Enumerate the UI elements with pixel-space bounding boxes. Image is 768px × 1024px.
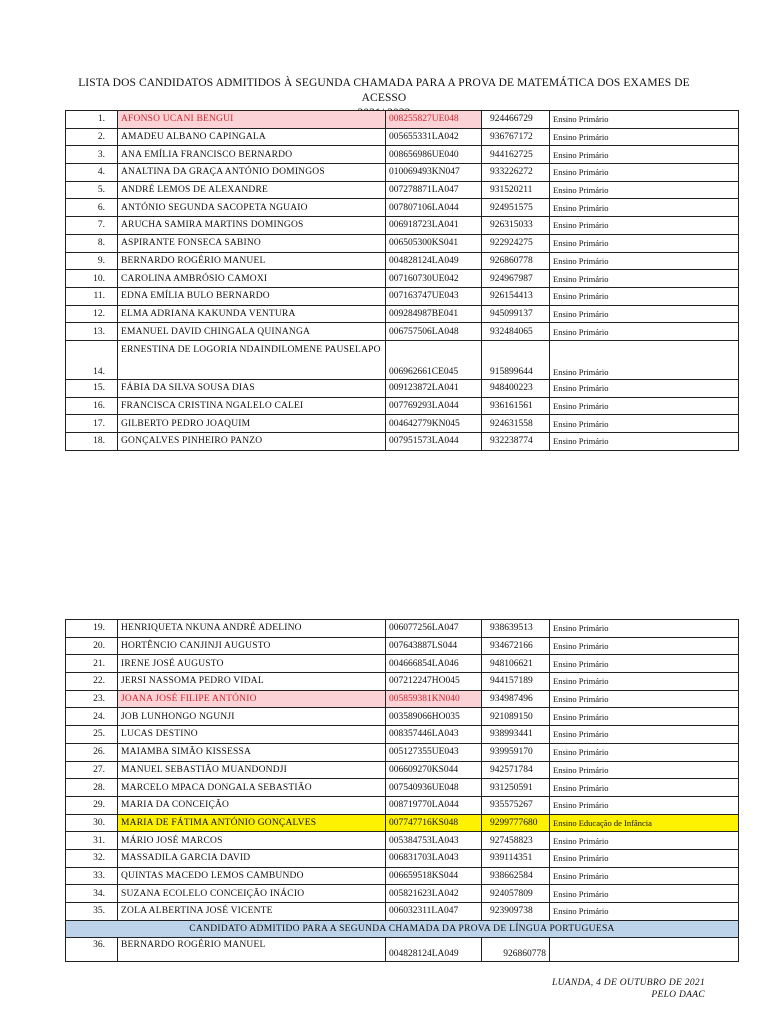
candidate-id: 004828124LA049 bbox=[386, 252, 482, 270]
candidate-name: FRANCISCA CRISTINA NGALELO CALEI bbox=[118, 397, 386, 415]
candidate-name: AMADEU ALBANO CAPINGALA bbox=[118, 128, 386, 146]
candidate-id: 007643887LS044 bbox=[386, 637, 482, 655]
table-row bbox=[66, 903, 739, 921]
candidate-level: Ensino Primário bbox=[550, 690, 739, 708]
candidate-id: 006962661CE045 bbox=[386, 340, 482, 379]
candidate-level: Ensino Primário bbox=[550, 620, 739, 638]
candidate-id: 006659518KS044 bbox=[386, 867, 482, 885]
candidate-phone: 945099137 bbox=[482, 305, 550, 323]
row-number: 22. bbox=[66, 673, 118, 691]
candidate-name: ASPIRANTE FONSECA SABINO bbox=[118, 234, 386, 252]
row-number: 11. bbox=[66, 287, 118, 305]
candidate-phone: 932484065 bbox=[482, 323, 550, 341]
table-row bbox=[66, 743, 739, 761]
candidate-phone: 926860778 bbox=[482, 252, 550, 270]
candidate-name: ANTÓNIO SEGUNDA SACOPETA NGUAIO bbox=[118, 199, 386, 217]
candidate-phone: 933226272 bbox=[482, 164, 550, 182]
row-number: 23. bbox=[66, 690, 118, 708]
table-row bbox=[66, 673, 739, 691]
candidate-level: Ensino Primário bbox=[550, 270, 739, 288]
candidate-level: Ensino Primário bbox=[550, 379, 739, 397]
row-number: 20. bbox=[66, 637, 118, 655]
candidate-level: Ensino Primário bbox=[550, 199, 739, 217]
candidate-id: 006918723LA041 bbox=[386, 217, 482, 235]
candidate-id: 003589066HO035 bbox=[386, 708, 482, 726]
candidate-level: Ensino Primário bbox=[550, 323, 739, 341]
candidate-level: Ensino Primário bbox=[550, 287, 739, 305]
candidate-phone: 934672166 bbox=[482, 637, 550, 655]
candidate-phone: 936161561 bbox=[482, 397, 550, 415]
table-row bbox=[66, 726, 739, 744]
candidate-phone: 923909738 bbox=[482, 903, 550, 921]
candidates-table-1 bbox=[65, 110, 739, 451]
candidate-id: 006077256LA047 bbox=[386, 620, 482, 638]
table-row bbox=[66, 199, 739, 217]
candidate-level: Ensino Primário bbox=[550, 340, 739, 379]
candidate-name: ANDRÉ LEMOS DE ALEXANDRE bbox=[118, 181, 386, 199]
row-number: 21. bbox=[66, 655, 118, 673]
candidate-level: Ensino Primário bbox=[550, 708, 739, 726]
candidate-phone: 924631558 bbox=[482, 415, 550, 433]
table-row bbox=[66, 761, 739, 779]
candidate-id: 007278871LA047 bbox=[386, 181, 482, 199]
table-row bbox=[66, 397, 739, 415]
row-number: 30. bbox=[66, 814, 118, 832]
candidate-id: 006505300KS041 bbox=[386, 234, 482, 252]
row-number: 33. bbox=[66, 867, 118, 885]
table-row bbox=[66, 287, 739, 305]
candidate-id: 006757506LA048 bbox=[386, 323, 482, 341]
candidate-level: Ensino Primário bbox=[550, 726, 739, 744]
candidate-name: SUZANA ECOLELO CONCEIÇÃO INÁCIO bbox=[118, 885, 386, 903]
row-number: 25. bbox=[66, 726, 118, 744]
row-number: 1. bbox=[66, 111, 118, 129]
candidate-level: Ensino Primário bbox=[550, 305, 739, 323]
candidate-level: Ensino Primário bbox=[550, 849, 739, 867]
row-number: 3. bbox=[66, 146, 118, 164]
candidate-name: GILBERTO PEDRO JOAQUIM bbox=[118, 415, 386, 433]
candidate-level: Ensino Primário bbox=[550, 397, 739, 415]
candidate-name: EMANUEL DAVID CHINGALA QUINANGA bbox=[118, 323, 386, 341]
row-number: 12. bbox=[66, 305, 118, 323]
candidate-id: 005821623LA042 bbox=[386, 885, 482, 903]
candidate-phone: 922924275 bbox=[482, 234, 550, 252]
candidate-phone: 921089150 bbox=[482, 708, 550, 726]
candidate-level: Ensino Primário bbox=[550, 111, 739, 129]
row-number: 2. bbox=[66, 128, 118, 146]
candidate-id: 010069493KN047 bbox=[386, 164, 482, 182]
candidate-level: Ensino Primário bbox=[550, 146, 739, 164]
candidate-id: 007951573LA044 bbox=[386, 433, 482, 451]
candidate-level bbox=[550, 938, 739, 962]
table-row bbox=[66, 270, 739, 288]
candidate-level: Ensino Educação de Infância bbox=[550, 814, 739, 832]
candidate-level: Ensino Primário bbox=[550, 415, 739, 433]
table-row bbox=[66, 252, 739, 270]
candidate-id: 004666854LA046 bbox=[386, 655, 482, 673]
candidate-level: Ensino Primário bbox=[550, 761, 739, 779]
candidate-level: Ensino Primário bbox=[550, 181, 739, 199]
row-number: 35. bbox=[66, 903, 118, 921]
candidate-level: Ensino Primário bbox=[550, 885, 739, 903]
table-row bbox=[66, 128, 739, 146]
candidate-level: Ensino Primário bbox=[550, 252, 739, 270]
table-row bbox=[66, 655, 739, 673]
table-row bbox=[66, 690, 739, 708]
table-row bbox=[66, 146, 739, 164]
table-row bbox=[66, 708, 739, 726]
candidate-id: 007160730UE042 bbox=[386, 270, 482, 288]
table-row bbox=[66, 111, 739, 129]
table-row bbox=[66, 305, 739, 323]
row-number: 8. bbox=[66, 234, 118, 252]
candidate-name: ERNESTINA DE LOGORIA NDAINDILOMENE PAUSELAPO bbox=[118, 340, 386, 379]
table-row bbox=[66, 938, 739, 962]
candidate-phone: 926154413 bbox=[482, 287, 550, 305]
candidate-name: MANUEL SEBASTIÃO MUANDONDJI bbox=[118, 761, 386, 779]
candidate-name: FÁBIA DA SILVA SOUSA DIAS bbox=[118, 379, 386, 397]
candidate-name: JERSI NASSOMA PEDRO VIDAL bbox=[118, 673, 386, 691]
candidate-phone: 934987496 bbox=[482, 690, 550, 708]
section-banner-row bbox=[66, 920, 739, 938]
candidate-id: 007769293LA044 bbox=[386, 397, 482, 415]
candidate-level: Ensino Primário bbox=[550, 433, 739, 451]
candidate-name: QUINTAS MACEDO LEMOS CAMBUNDO bbox=[118, 867, 386, 885]
table-row bbox=[66, 234, 739, 252]
candidate-id: 007212247HO045 bbox=[386, 673, 482, 691]
candidate-phone: 924057809 bbox=[482, 885, 550, 903]
row-number: 28. bbox=[66, 779, 118, 797]
candidate-phone: 939114351 bbox=[482, 849, 550, 867]
candidate-id: 007163747UE043 bbox=[386, 287, 482, 305]
row-number: 31. bbox=[66, 832, 118, 850]
table-row bbox=[66, 415, 739, 433]
candidate-phone: 936767172 bbox=[482, 128, 550, 146]
row-number: 7. bbox=[66, 217, 118, 235]
row-number: 16. bbox=[66, 397, 118, 415]
table-row bbox=[66, 181, 739, 199]
row-number: 5. bbox=[66, 181, 118, 199]
table-row bbox=[66, 885, 739, 903]
candidate-id: 007807106LA044 bbox=[386, 199, 482, 217]
row-number: 19. bbox=[66, 620, 118, 638]
candidate-phone: 931520211 bbox=[482, 181, 550, 199]
candidate-level: Ensino Primário bbox=[550, 832, 739, 850]
candidate-id: 004642779KN045 bbox=[386, 415, 482, 433]
candidate-level: Ensino Primário bbox=[550, 655, 739, 673]
row-number: 34. bbox=[66, 885, 118, 903]
row-number: 36. bbox=[66, 938, 118, 962]
candidate-level: Ensino Primário bbox=[550, 867, 739, 885]
candidate-name: MÁRIO JOSÉ MARCOS bbox=[118, 832, 386, 850]
candidate-name: ANALTINA DA GRAÇA ANTÓNIO DOMINGOS bbox=[118, 164, 386, 182]
table-row bbox=[66, 796, 739, 814]
candidate-phone: 924951575 bbox=[482, 199, 550, 217]
candidate-id: 008357446LA043 bbox=[386, 726, 482, 744]
row-number: 27. bbox=[66, 761, 118, 779]
row-number: 9. bbox=[66, 252, 118, 270]
candidate-id: 006032311LA047 bbox=[386, 903, 482, 921]
candidate-phone: 938993441 bbox=[482, 726, 550, 744]
candidate-phone: 938662584 bbox=[482, 867, 550, 885]
footer-place-date: LUANDA, 4 DE OUTUBRO DE 2021 bbox=[551, 978, 705, 988]
row-number: 6. bbox=[66, 199, 118, 217]
candidate-id: 008255827UE048 bbox=[386, 111, 482, 129]
candidate-name: HORTÊNCIO CANJINJI AUGUSTO bbox=[118, 637, 386, 655]
candidate-name: CAROLINA AMBRÓSIO CAMOXI bbox=[118, 270, 386, 288]
candidate-id: 006609270KS044 bbox=[386, 761, 482, 779]
candidate-phone: 927458823 bbox=[482, 832, 550, 850]
row-number: 13. bbox=[66, 323, 118, 341]
candidate-name: ARUCHA SAMIRA MARTINS DOMINGOS bbox=[118, 217, 386, 235]
table-row bbox=[66, 323, 739, 341]
candidate-level: Ensino Primário bbox=[550, 128, 739, 146]
candidate-phone: 938639513 bbox=[482, 620, 550, 638]
candidates-table-1-body bbox=[66, 111, 739, 451]
candidate-id: 008719770LA044 bbox=[386, 796, 482, 814]
table-row bbox=[66, 433, 739, 451]
candidate-id: 005127355UE043 bbox=[386, 743, 482, 761]
table-row bbox=[66, 379, 739, 397]
candidate-id: 007747716KS048 bbox=[386, 814, 482, 832]
candidate-level: Ensino Primário bbox=[550, 673, 739, 691]
candidate-phone: 944162725 bbox=[482, 146, 550, 164]
row-number: 10. bbox=[66, 270, 118, 288]
candidate-phone: 935575267 bbox=[482, 796, 550, 814]
footer-signatory: PELO DAAC bbox=[651, 990, 705, 1000]
candidate-id: 009284987BE041 bbox=[386, 305, 482, 323]
table-row bbox=[66, 849, 739, 867]
candidate-phone: 915899644 bbox=[482, 340, 550, 379]
table-row bbox=[66, 164, 739, 182]
table-row bbox=[66, 779, 739, 797]
candidate-name: BERNARDO ROGÉRIO MANUEL bbox=[118, 252, 386, 270]
candidate-phone: 926315033 bbox=[482, 217, 550, 235]
candidate-name: ANA EMÍLIA FRANCISCO BERNARDO bbox=[118, 146, 386, 164]
candidate-phone: 924967987 bbox=[482, 270, 550, 288]
row-number: 4. bbox=[66, 164, 118, 182]
candidate-id: 009123872LA041 bbox=[386, 379, 482, 397]
candidate-phone: 948106621 bbox=[482, 655, 550, 673]
table-row bbox=[66, 620, 739, 638]
candidate-phone: 931250591 bbox=[482, 779, 550, 797]
candidate-name: MARIA DE FÁTIMA ANTÓNIO GONÇALVES bbox=[118, 814, 386, 832]
candidate-name: GONÇALVES PINHEIRO PANZO bbox=[118, 433, 386, 451]
table-row bbox=[66, 814, 739, 832]
table-row bbox=[66, 217, 739, 235]
table-row bbox=[66, 637, 739, 655]
candidate-name: BERNARDO ROGÉRIO MANUEL bbox=[118, 938, 386, 962]
candidate-name: MASSADILA GARCIA DAVID bbox=[118, 849, 386, 867]
row-number: 15. bbox=[66, 379, 118, 397]
candidate-name: ZOLA ALBERTINA JOSÉ VICENTE bbox=[118, 903, 386, 921]
row-number: 24. bbox=[66, 708, 118, 726]
candidate-name: IRENE JOSÉ AUGUSTO bbox=[118, 655, 386, 673]
candidate-name: AFONSO UCANI BENGUI bbox=[118, 111, 386, 129]
candidate-level: Ensino Primário bbox=[550, 796, 739, 814]
row-number: 14. bbox=[66, 340, 118, 379]
candidate-id: 007540936UE048 bbox=[386, 779, 482, 797]
candidate-name: MAIAMBA SIMÃO KISSESSA bbox=[118, 743, 386, 761]
candidate-id: 005859381KN040 bbox=[386, 690, 482, 708]
candidate-name: HENRIQUETA NKUNA ANDRÉ ADELINO bbox=[118, 620, 386, 638]
table-row bbox=[66, 832, 739, 850]
document-footer bbox=[552, 977, 705, 1001]
candidate-level: Ensino Primário bbox=[550, 164, 739, 182]
candidate-phone: 926860778 bbox=[482, 938, 550, 962]
candidate-level: Ensino Primário bbox=[550, 637, 739, 655]
candidate-id: 005384753LA043 bbox=[386, 832, 482, 850]
row-number: 29. bbox=[66, 796, 118, 814]
row-number: 32. bbox=[66, 849, 118, 867]
candidate-phone: 942571784 bbox=[482, 761, 550, 779]
candidate-name: ELMA ADRIANA KAKUNDA VENTURA bbox=[118, 305, 386, 323]
candidates-table-2-body bbox=[66, 620, 739, 962]
candidate-id: 008656986UE040 bbox=[386, 146, 482, 164]
candidate-id: 004828124LA049 bbox=[386, 938, 482, 962]
candidate-id: 005655331LA042 bbox=[386, 128, 482, 146]
candidate-name: JOB LUNHONGO NGUNJI bbox=[118, 708, 386, 726]
candidate-phone: 924466729 bbox=[482, 111, 550, 129]
candidates-table-2 bbox=[65, 619, 739, 962]
table-row bbox=[66, 867, 739, 885]
table-row bbox=[66, 340, 739, 379]
row-number: 18. bbox=[66, 433, 118, 451]
candidate-level: Ensino Primário bbox=[550, 234, 739, 252]
candidate-name: MARIA DA CONCEIÇÃO bbox=[118, 796, 386, 814]
candidate-level: Ensino Primário bbox=[550, 217, 739, 235]
candidate-level: Ensino Primário bbox=[550, 779, 739, 797]
row-number: 17. bbox=[66, 415, 118, 433]
section-banner: CANDIDATO ADMITIDO PARA A SEGUNDA CHAMADA DA PROVA DE LÍNGUA PORTUGUESA bbox=[66, 920, 739, 938]
title-line-1: LISTA DOS CANDIDATOS ADMITIDOS À SEGUNDA CHAMADA PARA A PROVA DE MATEMÁTICA DOS EXAMES DE ACESSO bbox=[78, 77, 690, 104]
row-number: 26. bbox=[66, 743, 118, 761]
candidate-phone: 9299777680 bbox=[482, 814, 550, 832]
candidate-name: JOANA JOSÉ FILIPE ANTÓNIO bbox=[118, 690, 386, 708]
candidate-level: Ensino Primário bbox=[550, 743, 739, 761]
candidate-phone: 944157189 bbox=[482, 673, 550, 691]
candidate-phone: 932238774 bbox=[482, 433, 550, 451]
candidate-phone: 948400223 bbox=[482, 379, 550, 397]
candidate-name: MARCELO MPACA DONGALA SEBASTIÃO bbox=[118, 779, 386, 797]
candidate-name: LUCAS DESTINO bbox=[118, 726, 386, 744]
candidate-id: 006831703LA043 bbox=[386, 849, 482, 867]
candidate-phone: 939959170 bbox=[482, 743, 550, 761]
candidate-level: Ensino Primário bbox=[550, 903, 739, 921]
candidate-name: EDNA EMÍLIA BULO BERNARDO bbox=[118, 287, 386, 305]
